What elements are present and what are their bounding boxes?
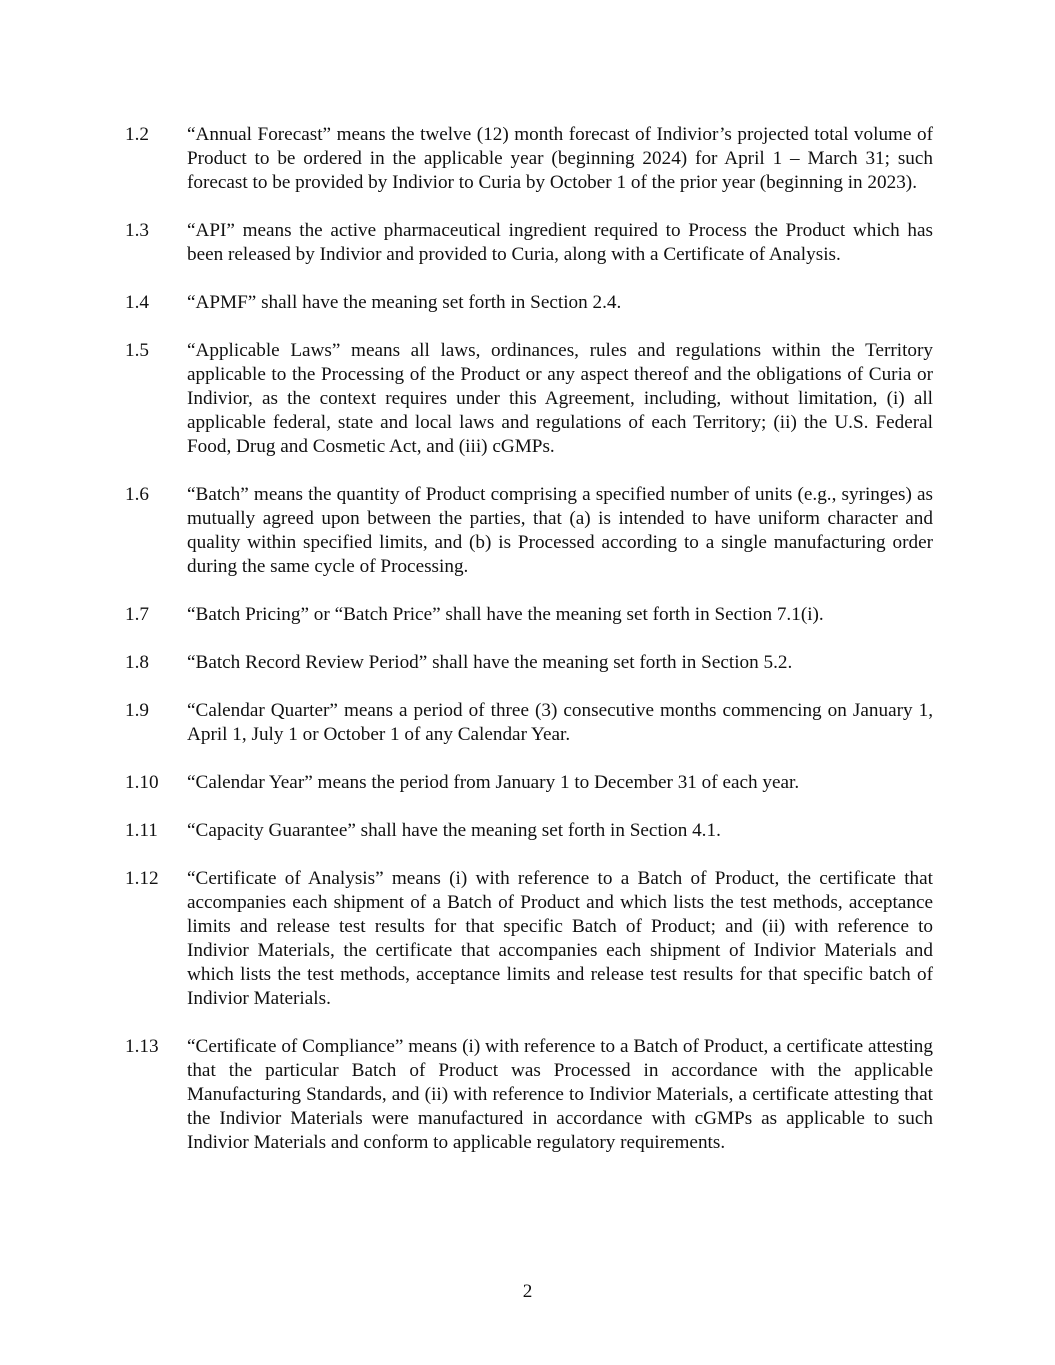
clause-1-5 xyxy=(125,339,933,459)
clause-text: “Certificate of Compliance” means (i) with reference to a Batch of Product, a certificate attesting that the particular Batch of Product was Processed in accordance with the applicable Manufacturing Standards, and (ii) with reference to Indivior Materials, a certificate attesting that the Indivior Materials were manufactured in accordance with cGMPs as applicable to such Indivior Materials and conform to applicable regulatory requirements. xyxy=(187,1036,933,1153)
clause-1-4 xyxy=(125,291,933,315)
clause-1-11 xyxy=(125,819,933,843)
clause-number: 1.5 xyxy=(125,340,149,361)
clause-1-7 xyxy=(125,603,933,627)
clause-1-6 xyxy=(125,483,933,579)
clause-text: “Batch Pricing” or “Batch Price” shall have the meaning set forth in Section 7.1(i). xyxy=(187,604,824,625)
clause-text: “Batch Record Review Period” shall have the meaning set forth in Section 5.2. xyxy=(187,652,793,673)
clause-1-2 xyxy=(125,123,933,195)
clause-1-3 xyxy=(125,219,933,267)
page-number: 2 xyxy=(522,1281,533,1302)
clause-number: 1.8 xyxy=(125,652,149,673)
clause-number: 1.12 xyxy=(125,868,159,889)
clause-number: 1.13 xyxy=(125,1036,159,1057)
clause-text: “Annual Forecast” means the twelve (12) month forecast of Indivior’s projected total volume of Product to be ordered in the applicable year (beginning 2024) for April 1 – March 31; such forecast to be provided by Indivior to Curia by October 1 of the prior year (beginning in 2023). xyxy=(187,124,933,193)
clause-1-13 xyxy=(125,1035,933,1155)
clause-number: 1.6 xyxy=(125,484,149,505)
clause-1-8 xyxy=(125,651,933,675)
clause-number: 1.11 xyxy=(125,820,158,841)
clause-text: “Applicable Laws” means all laws, ordinances, rules and regulations within the Territory applicable to the Processing of the Product or any aspect thereof and the obligations of Curia or Indivior, as the context requires under this Agreement, including, without limitation, (i) all applicable federal, state and local laws and regulations of each Territory; (ii) the U.S. Federal Food, Drug and Cosmetic Act, and (iii) cGMPs. xyxy=(187,340,933,457)
clause-1-12 xyxy=(125,867,933,1011)
clause-text: “Batch” means the quantity of Product comprising a specified number of units (e.g., syringes) as mutually agreed upon between the parties, that (a) is intended to have uniform character and quality within specified limits, and (b) is Processed according to a single manufacturing order during the same cycle of Processing. xyxy=(187,484,933,577)
definitions-list xyxy=(125,123,933,1179)
clause-text: “Capacity Guarantee” shall have the meaning set forth in Section 4.1. xyxy=(187,820,721,841)
clause-1-10 xyxy=(125,771,933,795)
clause-text: “Certificate of Analysis” means (i) with reference to a Batch of Product, the certificate that accompanies each shipment of a Batch of Product and which lists the test methods, acceptance limits and release test results for that specific Batch of Product; and (ii) with reference to Indivior Materials, the certificate that accompanies each shipment of Indivior Materials and which lists the test methods, acceptance limits and release test results for that specific batch of Indivior Materials. xyxy=(187,868,933,1009)
clause-text: “Calendar Quarter” means a period of three (3) consecutive months commencing on January 1, April 1, July 1 or October 1 of any Calendar Year. xyxy=(187,700,933,745)
clause-number: 1.9 xyxy=(125,700,149,721)
clause-number: 1.4 xyxy=(125,292,149,313)
clause-text: “API” means the active pharmaceutical ingredient required to Process the Product which has been released by Indivior and provided to Curia, along with a Certificate of Analysis. xyxy=(187,220,933,265)
clause-text: “APMF” shall have the meaning set forth in Section 2.4. xyxy=(187,292,622,313)
clause-number: 1.10 xyxy=(125,772,159,793)
clause-number: 1.7 xyxy=(125,604,149,625)
clause-1-9 xyxy=(125,699,933,747)
clause-number: 1.2 xyxy=(125,124,149,145)
clause-number: 1.3 xyxy=(125,220,149,241)
clause-text: “Calendar Year” means the period from January 1 to December 31 of each year. xyxy=(187,772,800,793)
